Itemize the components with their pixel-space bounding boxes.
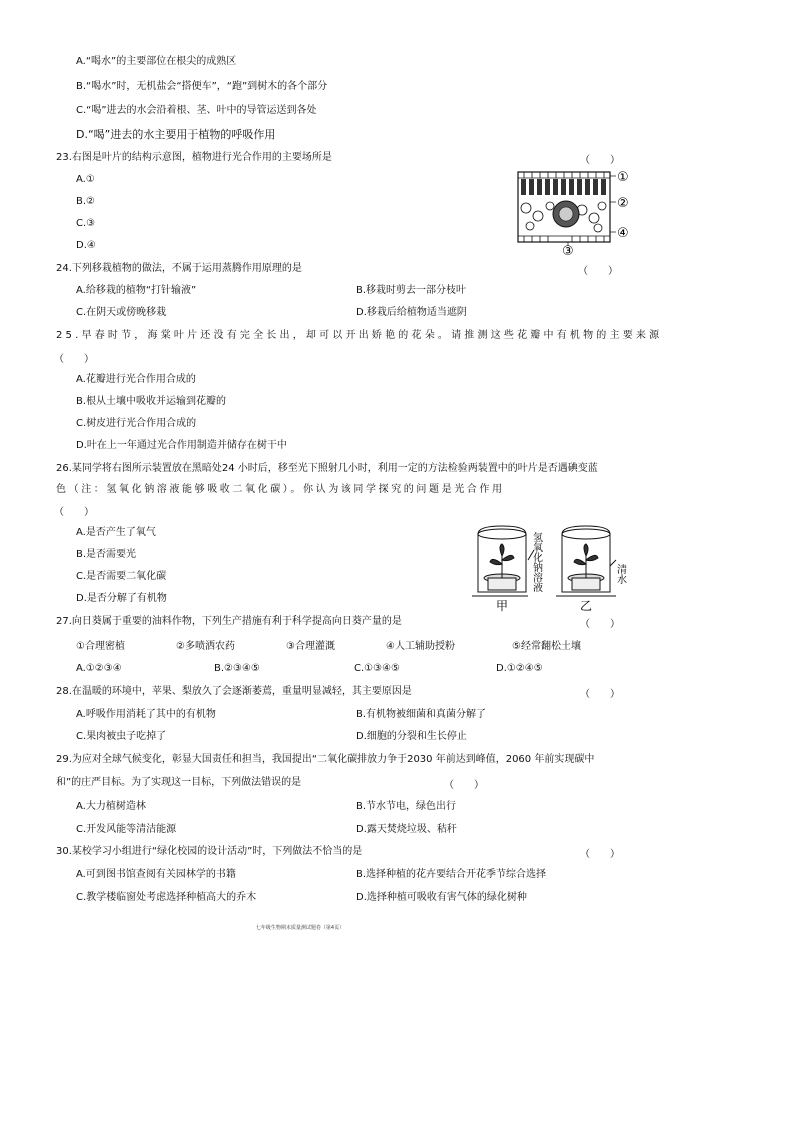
q25-option-b: B.根从土壤中吸收并运输到花瓣的 [76, 396, 227, 407]
q29-stem-line1: 29.为应对全球气候变化，彰显大国责任和担当，我国提出“二氧化碳排放力争于2030 年前达到峰值，2060 年前实现碳中 [56, 754, 595, 765]
jar-a-label: 甲 [496, 599, 509, 613]
q23-option-c: C.③ [76, 218, 96, 229]
q22-option-d: D.“喝”进去的水主要用于植物的呼吸作用 [76, 128, 276, 141]
q25-option-d: D.叶在上一年通过光合作用制造并储存在树干中 [76, 440, 287, 451]
q25-answer-paren: （ ） [54, 354, 94, 365]
q29-option-d: D.露天焚烧垃圾、秸秆 [356, 824, 457, 835]
q30-answer-paren: （ ） [580, 849, 620, 860]
q23-stem: 23.右图是叶片的结构示意图，植物进行光合作用的主要场所是 [56, 152, 332, 163]
q23-option-a: A.① [76, 174, 95, 185]
q30-option-c: C.教学楼临窗处考虑选择种植高大的乔木 [76, 892, 257, 903]
q26-answer-paren: （ ） [54, 507, 94, 518]
q29-option-a: A.大力植树造林 [76, 801, 146, 812]
q24-stem: 24.下列移栽植物的做法，不属于运用蒸腾作用原理的是 [56, 263, 302, 274]
leaf-label-1: ① [617, 170, 629, 185]
q24-option-a: A.给移栽的植物“打针输液” [76, 285, 197, 296]
q29-option-b: B.节水节电，绿色出行 [356, 801, 457, 812]
q28-answer-paren: （ ） [580, 689, 620, 700]
jar-b-liquid-label: 清水 [614, 564, 626, 584]
jar-a-liquid-label: 氢氧化钠溶液 [530, 532, 542, 592]
q27-item-2: ②多喷洒农药 [176, 641, 235, 652]
q26-stem-line2: 色（注：氢氧化钠溶液能够吸收二氧化碳）。你认为该同学探究的问题是光合作用 [56, 484, 505, 495]
leaf-label-4: ④ [617, 226, 629, 241]
leaf-label-3: ③ [562, 244, 574, 256]
q25-option-a: A.花瓣进行光合作用合成的 [76, 374, 196, 385]
q25-stem: 25.早春时节，海棠叶片还没有完全长出，却可以开出娇艳的花朵。请推测这些花瓣中有机物的主要来源 [56, 330, 663, 341]
q22-option-a: A.“喝水”的主要部位在根尖的成熟区 [76, 56, 237, 67]
q30-option-b: B.选择种植的花卉要结合开花季节综合选择 [356, 869, 547, 880]
leaf-structure-diagram [512, 166, 632, 256]
q27-option-d: D.①②④⑤ [496, 663, 543, 674]
q30-stem: 30.某校学习小组进行“绿化校园的设计活动”时，下列做法不恰当的是 [56, 846, 363, 857]
q25-option-c: C.树皮进行光合作用合成的 [76, 418, 197, 429]
q23-option-d: D.④ [76, 240, 96, 251]
q24-option-b: B.移栽时剪去一部分枝叶 [356, 285, 467, 296]
q26-option-b: B.是否需要光 [76, 549, 137, 560]
q28-option-a: A.呼吸作用消耗了其中的有机物 [76, 709, 216, 720]
q22-option-c: C.“喝”进去的水会沿着根、茎、叶中的导管运送到各处 [76, 105, 317, 116]
q28-option-d: D.细胞的分裂和生长停止 [356, 731, 467, 742]
q27-stem: 27.向日葵属于重要的油料作物，下列生产措施有利于科学提高向日葵产量的是 [56, 616, 402, 627]
q27-answer-paren: （ ） [580, 619, 620, 630]
q29-answer-paren: （ ） [444, 780, 484, 791]
q27-item-5: ⑤经常翻松土壤 [512, 641, 581, 652]
q27-item-1: ①合理密植 [76, 641, 125, 652]
q24-option-c: C.在阴天或傍晚移栽 [76, 307, 167, 318]
q27-item-3: ③合理灌溉 [286, 641, 335, 652]
leaf-label-2: ② [617, 196, 629, 211]
q28-option-b: B.有机物被细菌和真菌分解了 [356, 709, 487, 720]
q26-stem-line1: 26.某同学将右图所示装置放在黑暗处24 小时后，移至光下照射几小时，利用一定的方法检验两装置中的叶片是否遇碘变蓝 [56, 463, 598, 474]
photosynthesis-jar-apparatus [466, 520, 636, 615]
q24-answer-paren: （ ） [578, 266, 618, 277]
q26-option-c: C.是否需要二氧化碳 [76, 571, 167, 582]
q27-option-b: B.②③④⑤ [214, 663, 260, 674]
q23-answer-paren: （ ） [580, 155, 620, 166]
q29-stem-line2: 和”的庄严目标。为了实现这一目标，下列做法错误的是 [56, 777, 302, 788]
jar-b-label: 乙 [580, 599, 593, 613]
q30-option-a: A.可到图书馆查阅有关园林学的书籍 [76, 869, 236, 880]
q23-option-b: B.② [76, 196, 96, 207]
q30-option-d: D.选择种植可吸收有害气体的绿化树种 [356, 892, 527, 903]
q28-stem: 28.在温暖的环境中，苹果、梨放久了会逐渐萎蔫，重量明显减轻，其主要原因是 [56, 686, 412, 697]
q29-option-c: C.开发风能等清洁能源 [76, 824, 177, 835]
q28-option-c: C.果肉被虫子吃掉了 [76, 731, 167, 742]
q26-option-d: D.是否分解了有机物 [76, 593, 167, 604]
q22-option-b: B.“喝水”时，无机盐会“搭便车”，“跑”到树木的各个部分 [76, 81, 328, 92]
q24-option-d: D.移栽后给植物适当遮阴 [356, 307, 467, 318]
q27-option-a: A.①②③④ [76, 663, 122, 674]
page-footer: 七年级生物期末质量测试题卷（第4页） [255, 925, 345, 931]
q27-option-c: C.①③④⑤ [354, 663, 401, 674]
q27-item-4: ④人工辅助授粉 [386, 641, 455, 652]
q26-option-a: A.是否产生了氧气 [76, 527, 156, 538]
